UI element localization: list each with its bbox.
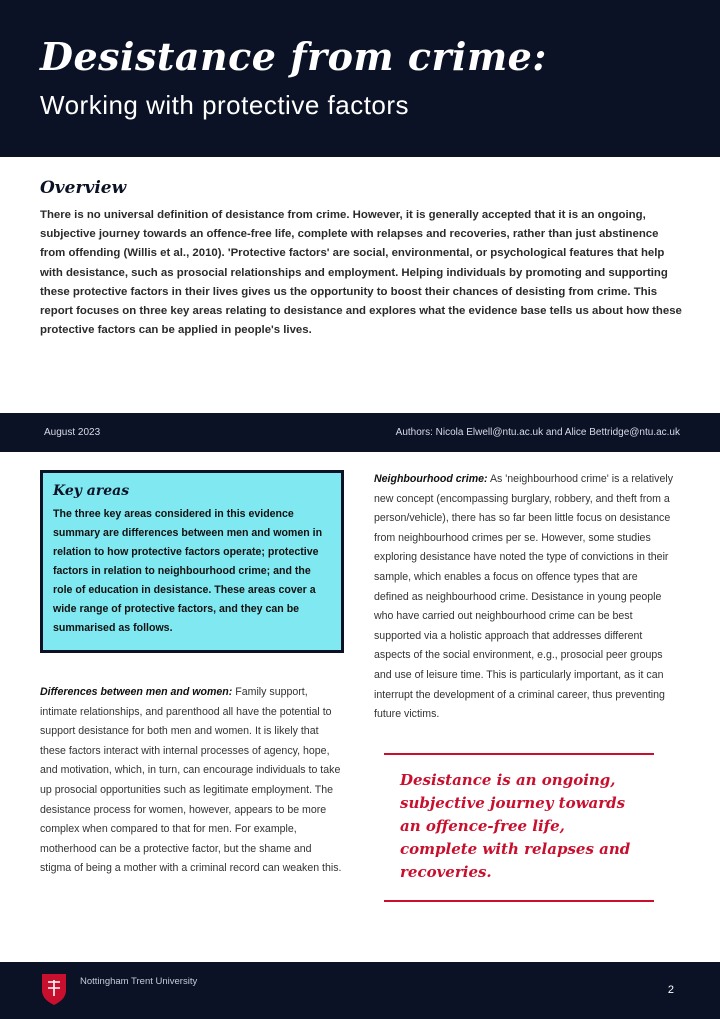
men-women-paragraph xyxy=(40,683,345,879)
overview-heading: Overview xyxy=(40,178,127,198)
key-areas-text: The three key areas considered in this evidence summary are differences between men and women in relation to how protective factors operate; protective factors in relation to neighbourhood crime; and the role of education in desistance. These areas cover a wide range of protective factors, and they can be summarised as follows. xyxy=(53,508,323,634)
right-column xyxy=(374,470,674,902)
publication-date: August 2023 xyxy=(44,427,101,438)
document-title: Desistance from crime: xyxy=(40,34,547,79)
key-areas-heading: Key areas xyxy=(53,483,130,499)
university-name: Nottingham Trent University xyxy=(80,976,198,987)
meta-bar xyxy=(0,413,720,452)
left-column xyxy=(40,470,345,879)
neighbourhood-lead: Neighbourhood crime: xyxy=(374,473,488,485)
neighbourhood-paragraph xyxy=(374,470,674,725)
page-header xyxy=(0,0,720,157)
authors-line: Authors: Nicola Elwell@ntu.ac.uk and Alice Bettridge@ntu.ac.uk xyxy=(395,427,680,438)
men-women-lead: Differences between men and women: xyxy=(40,686,233,698)
pull-quote xyxy=(384,753,654,902)
page-footer xyxy=(0,962,720,1019)
page-number: 2 xyxy=(667,984,674,996)
key-areas-box xyxy=(40,470,344,653)
overview-section xyxy=(40,178,682,340)
men-women-text: Family support, intimate relationships, and parenthood all have the potential to support desistance for both men and women. It is likely that these factors interact with internal processes of agency, hope, and motivation, which, in turn, can encourage individuals to take up prosocial opportunities such as legitimate employment. The desistance process for women, however, appears to be more complex when compared to that for men. For example, motherhood can be a protective factor, but the shame and stigma of being a mother with a criminal record can weaken this. xyxy=(40,686,342,875)
pull-quote-text: Desistance is an ongoing, subjective journey towards an offence-free life, complete with relapses and recoveries. xyxy=(400,770,631,881)
ntu-crest-icon xyxy=(40,972,68,1006)
document-subtitle: Working with protective factors xyxy=(40,90,410,120)
overview-text: There is no universal definition of desistance from crime. However, it is generally accepted that it is an ongoing, subjective journey towards an offence-free life, complete with relapses and recoveries, rather than just abstinence from offending (Willis et al., 2010). 'Protective factors' are social, environmental, or psychological features that help with desistance, such as prosocial relationships and employment. Helping individuals by promoting and supporting these protective factors in their lives gives us the opportunity to boost their chances of desisting from crime. This report focuses on three key areas relating to desistance and explores what the evidence base tells us about how these protective factors can be applied in people's lives. xyxy=(40,209,682,337)
neighbourhood-text: As 'neighbourhood crime' is a relatively new concept (encompassing burglary, robbery, and theft from a person/vehicle), there has so far been little focus on desistance from neighbourhood crimes per se. However, some studies exploring desistance have noted the type of convictions in their sample, which enables a focus on offence types that are defined as neighbourhood crime. Desistance in young people who have carried out neighbourhood crime can be best supported via a holistic approach that addresses different aspects of the social environment, e.g., prosocial peer groups and use of leisure time. This is particularly important, as it can interrupt the development of a criminal career, thus preventing future victims. xyxy=(374,473,674,721)
